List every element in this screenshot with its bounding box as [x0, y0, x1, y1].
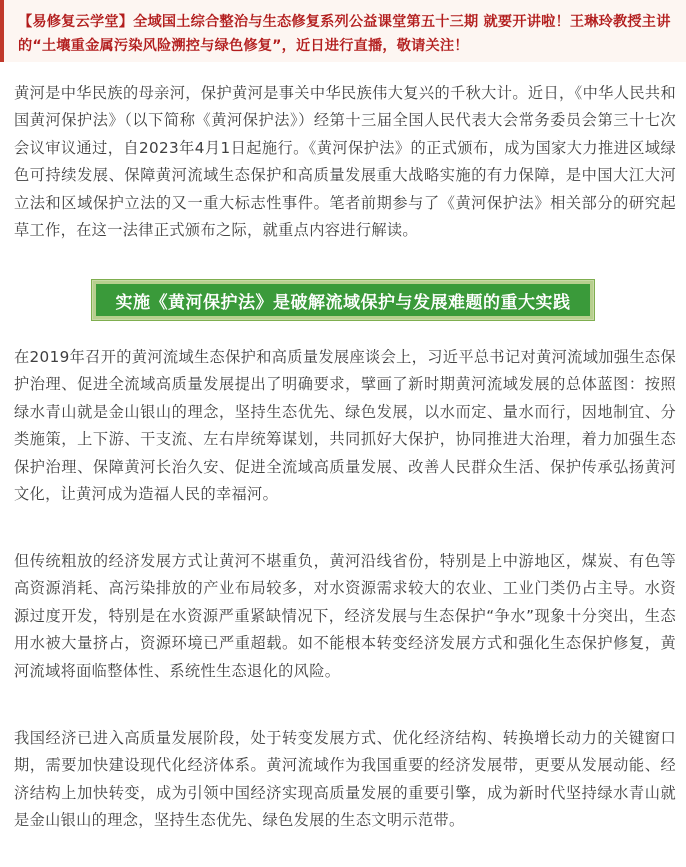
section-heading-text: 实施《黄河保护法》是破解流域保护与发展难题的重大实践 — [115, 292, 571, 313]
section1-paragraph-3: 我国经济已进入高质量发展阶段，处于转变发展方式、优化经济结构、转换增长动力的关键窗口期，需要加快建设现代化经济体系。黄河流域作为我国重要的经济发展带，更要从发展动能、经济结构上加快转变，成为引领中国经济实现高质量发展的重要引擎，成为新时代坚持绿水青山就是金山银山的理念，坚持生态优先、绿色发展的生态文明示范带。 — [14, 729, 676, 830]
section1-paragraph-2: 但传统粗放的经济发展方式让黄河不堪重负，黄河沿线省份，特别是上中游地区，煤炭、有色等高资源消耗、高污染排放的产业布局较多，对水资源需求较大的农业、工业门类仍占主导。水资源过度开发，特别是在水资源严重紧缺情况下，经济发展与生态保护“争水”现象十分突出，生态用水被大量挤占，资源环境已严重超载。如不能根本转变经济发展方式和强化生态保护修复，黄河流域将面临整体性、系统性生态退化的风险。 — [14, 552, 676, 680]
notice-text[interactable]: 【易修复云学堂】全域国土综合整治与生态修复系列公益课堂第五十三期 就要开讲啦！王琳玲教授主讲的“土壤重金属污染风险溯控与绿色修复”，近日进行直播，敬请关注！ — [18, 14, 671, 54]
section1-paragraph-1: 在2019年召开的黄河流域生态保护和高质量发展座谈会上，习近平总书记对黄河流域加强生态保护治理、促进全流域高质量发展提出了明确要求，擘画了新时期黄河流域发展的总体蓝图：按照绿水青山就是金山银山的理念，坚持生态优先、绿色发展，以水而定、量水而行，因地制宜、分类施策，上下游、干支流、左右岸统筹谋划，共同抓好大保护，协同推进大治理，着力加强生态保护治理、保障黄河长治久安、促进全流域高质量发展、改善人民群众生活、保护传承弘扬黄河文化，让黄河成为造福人民的幸福河。 — [14, 348, 676, 504]
section-heading — [92, 280, 594, 320]
notice-banner — [0, 0, 686, 62]
intro-paragraph: 黄河是中华民族的母亲河，保护黄河是事关中华民族伟大复兴的千秋大计。近日，《中华人民共和国黄河保护法》（以下简称《黄河保护法》）经第十三届全国人民代表大会常务委员会第三十七次会议审议通过，自2023年4月1日起施行。《黄河保护法》的正式颁布，成为国家大力推进区域绿色可持续发展、保障黄河流域生态保护和高质量发展重大战略实施的有力保障，是中国大江大河立法和区域保护立法的又一重大标志性事件。笔者前期参与了《黄河保护法》相关部分的研究起草工作，在这一法律正式颁布之际，就重点内容进行解读。 — [14, 84, 676, 240]
